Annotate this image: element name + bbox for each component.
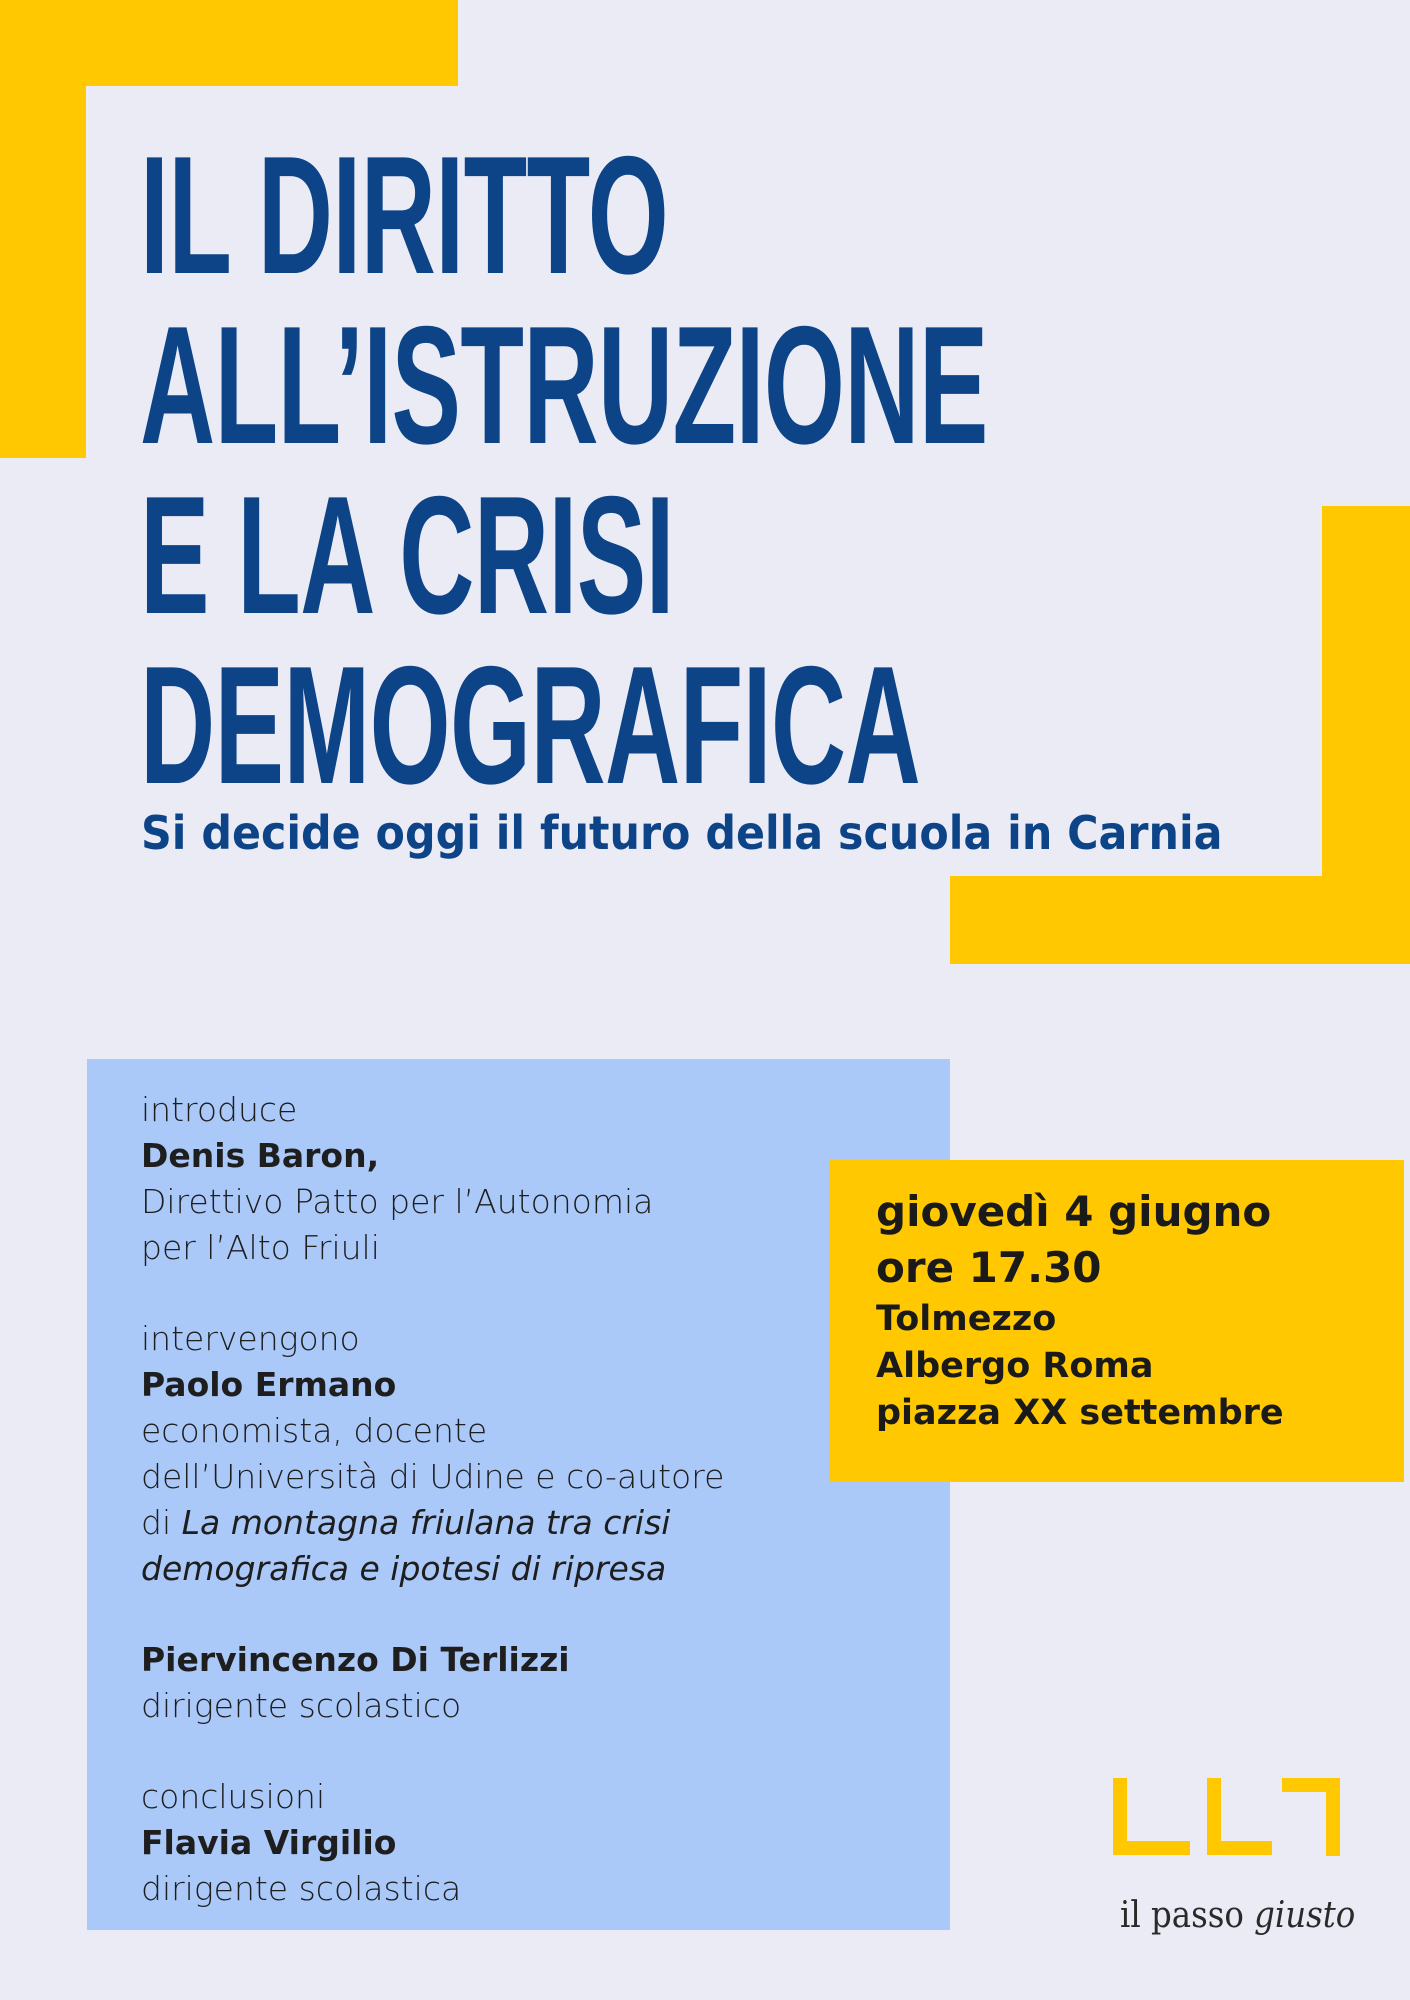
event-time: ore 17.30 xyxy=(876,1243,1102,1292)
event-city: Tolmezzo xyxy=(876,1299,1057,1339)
top-left-bracket-vertical xyxy=(0,0,86,458)
brand-name-part2: giusto xyxy=(1254,1895,1356,1936)
event-address: piazza XX settembre xyxy=(876,1393,1284,1433)
event-date: giovedì 4 giugno xyxy=(876,1187,1272,1236)
brand-name xyxy=(1120,1895,1355,1936)
book-prefix: di xyxy=(141,1503,182,1542)
poster-subtitle: Si decide oggi il futuro della scuola in Carnia xyxy=(141,806,1223,860)
speaker-group-second xyxy=(141,1637,950,1729)
role-label: intervengono xyxy=(141,1319,360,1358)
book-title: La montagna friulana tra crisi xyxy=(181,1503,671,1542)
speaker-name: Paolo Ermano xyxy=(141,1365,397,1404)
speaker-description: dirigente scolastica xyxy=(141,1869,462,1908)
speaker-description xyxy=(141,1500,950,1546)
title-line-4: DEMOGRAFICA xyxy=(140,631,921,819)
title-line-3: E LA CRISI xyxy=(140,461,674,649)
brand-name-part1: il passo xyxy=(1120,1895,1255,1936)
speaker-description: economista, docente xyxy=(141,1411,488,1450)
title-line-1: IL DIRITTO xyxy=(140,121,669,309)
event-venue: Albergo Roma xyxy=(876,1346,1154,1386)
speaker-name: Flavia Virgilio xyxy=(141,1823,397,1862)
speaker-description: dirigente scolastico xyxy=(141,1686,462,1725)
bottom-right-bracket-horizontal xyxy=(950,876,1410,964)
speaker-group-conclusioni xyxy=(141,1774,950,1912)
title-line-2: ALL’ISTRUZIONE xyxy=(140,291,988,479)
speakers-panel xyxy=(87,1059,950,1930)
role-label: introduce xyxy=(141,1090,298,1129)
book-title-continued: demografica e ipotesi di ripresa xyxy=(141,1549,667,1588)
poster-title xyxy=(140,121,988,819)
speaker-description: Direttivo Patto per l’Autonomia xyxy=(141,1182,654,1221)
speaker-description: per l’Alto Friuli xyxy=(141,1228,380,1267)
speaker-name: Piervincenzo Di Terlizzi xyxy=(141,1640,570,1679)
event-info-box xyxy=(829,1160,1404,1482)
brackets-logo-icon xyxy=(1112,1778,1340,1856)
role-label: conclusioni xyxy=(141,1777,326,1816)
speaker-description: dell’Università di Udine e co-autore xyxy=(141,1457,725,1496)
speaker-name: Denis Baron, xyxy=(141,1136,380,1175)
